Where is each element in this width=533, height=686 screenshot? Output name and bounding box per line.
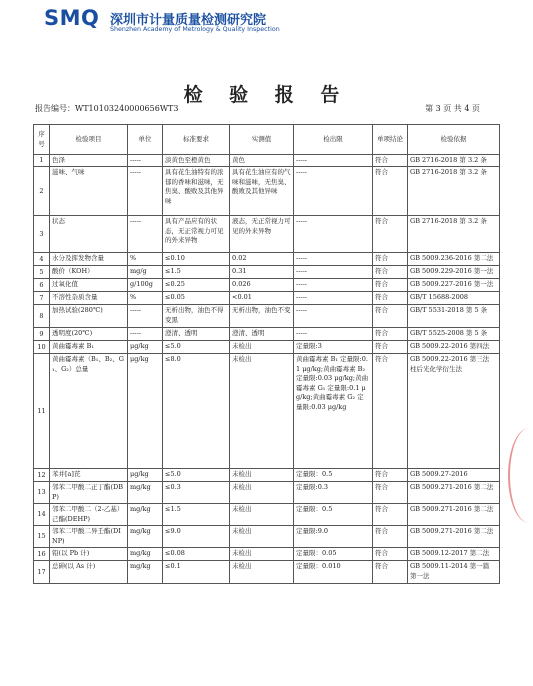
- cell-conc: 符合: [373, 354, 408, 469]
- cell-req: ≤5.0: [163, 469, 230, 482]
- cell-basis: GB 5009.229-2016 第一法: [408, 266, 500, 279]
- cell-req: 具有产品应有的状态，无正常视力可见的外来异物: [163, 216, 230, 253]
- table-row: [34, 504, 500, 526]
- cell-item: 邻苯二甲酸二正丁酯(DBP): [50, 482, 128, 504]
- cell-lod: 定量限：0.05: [294, 548, 373, 561]
- table-row: [34, 469, 500, 482]
- cell-lod: -----: [294, 279, 373, 292]
- cell-conc: 符合: [373, 253, 408, 266]
- cell-lod: -----: [294, 167, 373, 216]
- red-stamp-edge: [508, 428, 533, 523]
- cell-val: 黄色: [230, 155, 294, 167]
- cell-unit: -----: [128, 155, 163, 167]
- cell-item: 状态: [50, 216, 128, 253]
- cell-req: ≤0.08: [163, 548, 230, 561]
- cell-conc: 符合: [373, 548, 408, 561]
- cell-no: 14: [34, 504, 50, 526]
- results-table: [33, 124, 500, 584]
- cell-basis: GB/T 15688-2008: [408, 292, 500, 305]
- cell-conc: 符合: [373, 305, 408, 328]
- report-title: 检 验 报 告: [183, 84, 350, 106]
- cell-basis: GB 5009.11-2014 第一篇 第一法: [408, 561, 500, 584]
- cell-basis: GB 5009.27-2016: [408, 469, 500, 482]
- cell-lod: 定量限：0.010: [294, 561, 373, 584]
- col-header: 检出限: [294, 125, 373, 155]
- report-number: [35, 103, 178, 114]
- col-header: 单项结论: [373, 125, 408, 155]
- cell-no: 5: [34, 266, 50, 279]
- cell-basis: GB 5009.12-2017 第二法: [408, 548, 500, 561]
- cell-val: 液态，无正常视力可见的外来异物: [230, 216, 294, 253]
- cell-item: 加热试验(280℃): [50, 305, 128, 328]
- cell-req: ≤0.25: [163, 279, 230, 292]
- cell-val: 未检出: [230, 482, 294, 504]
- cell-val: 无析出物，油色不变: [230, 305, 294, 328]
- cell-lod: -----: [294, 292, 373, 305]
- cell-item: 黄曲霉毒素 B₁: [50, 341, 128, 354]
- col-header: 单位: [128, 125, 163, 155]
- cell-no: 17: [34, 561, 50, 584]
- org-header: [44, 6, 484, 40]
- cell-basis: GB/T 5531-2018 第 5 条: [408, 305, 500, 328]
- cell-basis: GB 2716-2018 第 3.2 条: [408, 216, 500, 253]
- cell-req: ≤0.05: [163, 292, 230, 305]
- cell-req: ≤5.0: [163, 341, 230, 354]
- cell-conc: 符合: [373, 561, 408, 584]
- cell-no: 4: [34, 253, 50, 266]
- cell-val: 具有花生油应有的气味和滋味，无焦臭、酸败及其他异味: [230, 167, 294, 216]
- cell-val: 澄清、透明: [230, 328, 294, 341]
- table-row: [34, 279, 500, 292]
- cell-item: 黄曲霉毒素（B₁、B₂、G₁、G₂）总量: [50, 354, 128, 469]
- cell-unit: mg/kg: [128, 482, 163, 504]
- cell-no: 9: [34, 328, 50, 341]
- cell-lod: -----: [294, 305, 373, 328]
- table-row: [34, 482, 500, 504]
- org-logo: SMQ: [44, 6, 100, 30]
- cell-conc: 符合: [373, 266, 408, 279]
- cell-basis: GB 5009.22-2016 第三法 柱后光化学衍生法: [408, 354, 500, 469]
- report-number-value: WT10103240000656WT3: [75, 104, 179, 113]
- cell-unit: %: [128, 292, 163, 305]
- table-row: [34, 167, 500, 216]
- cell-lod: -----: [294, 253, 373, 266]
- table-row: [34, 548, 500, 561]
- cell-val: <0.01: [230, 292, 294, 305]
- cell-val: 未检出: [230, 341, 294, 354]
- cell-unit: -----: [128, 216, 163, 253]
- report-number-label: 报告编号：: [35, 104, 75, 113]
- cell-item: 透明度(20℃): [50, 328, 128, 341]
- cell-no: 12: [34, 469, 50, 482]
- cell-val: 0.026: [230, 279, 294, 292]
- cell-no: 3: [34, 216, 50, 253]
- cell-basis: GB 5009.271-2016 第二法: [408, 526, 500, 548]
- cell-unit: mg/g: [128, 266, 163, 279]
- cell-basis: GB 5009.271-2016 第二法: [408, 504, 500, 526]
- cell-val: 未检出: [230, 526, 294, 548]
- cell-unit: -----: [128, 328, 163, 341]
- cell-lod: 定量限：0.5: [294, 469, 373, 482]
- cell-no: 8: [34, 305, 50, 328]
- cell-val: 未检出: [230, 469, 294, 482]
- cell-req: ≤0.3: [163, 482, 230, 504]
- cell-lod: -----: [294, 155, 373, 167]
- cell-val: 未检出: [230, 354, 294, 469]
- page-info: 第 3 页 共 4 页: [425, 104, 480, 113]
- col-header: 检验项目: [50, 125, 128, 155]
- cell-conc: 符合: [373, 279, 408, 292]
- cell-no: 13: [34, 482, 50, 504]
- table-row: [34, 561, 500, 584]
- cell-unit: μg/kg: [128, 469, 163, 482]
- cell-conc: 符合: [373, 216, 408, 253]
- col-header: 标准要求: [163, 125, 230, 155]
- col-header: 检验依据: [408, 125, 500, 155]
- org-name-cn: 深圳市计量质量检测研究院: [110, 13, 267, 28]
- cell-lod: 定量限:9.0: [294, 526, 373, 548]
- cell-unit: mg/kg: [128, 548, 163, 561]
- cell-basis: GB 5009.227-2016 第一法: [408, 279, 500, 292]
- cell-item: 邻苯二甲酸二（2-乙基）己酯(DEHP): [50, 504, 128, 526]
- table-row: [34, 526, 500, 548]
- cell-req: 淡黄色至橙黄色: [163, 155, 230, 167]
- cell-req: 具有花生油特有的浓郁的香味和滋味，无焦臭、酸败及其他异味: [163, 167, 230, 216]
- cell-conc: 符合: [373, 341, 408, 354]
- cell-unit: -----: [128, 305, 163, 328]
- table-row: [34, 216, 500, 253]
- cell-conc: 符合: [373, 504, 408, 526]
- cell-conc: 符合: [373, 526, 408, 548]
- cell-req: ≤0.1: [163, 561, 230, 584]
- cell-no: 11: [34, 354, 50, 469]
- cell-basis: GB 5009.236-2016 第二法: [408, 253, 500, 266]
- cell-item: 不溶性杂质含量: [50, 292, 128, 305]
- cell-req: 澄清、透明: [163, 328, 230, 341]
- org-name-en: Shenzhen Academy of Metrology & Quality Inspection: [110, 26, 280, 33]
- cell-basis: GB/T 5525-2008 第 5 条: [408, 328, 500, 341]
- cell-lod: 定量限：0.5: [294, 504, 373, 526]
- table-row: [34, 292, 500, 305]
- table-row: [34, 305, 500, 328]
- cell-no: 2: [34, 167, 50, 216]
- cell-item: 苯并[a]芘: [50, 469, 128, 482]
- cell-conc: 符合: [373, 167, 408, 216]
- cell-val: 0.31: [230, 266, 294, 279]
- table-row: [34, 266, 500, 279]
- cell-conc: 符合: [373, 292, 408, 305]
- col-header: 实测值: [230, 125, 294, 155]
- cell-item: 过氧化值: [50, 279, 128, 292]
- cell-unit: μg/kg: [128, 341, 163, 354]
- cell-val: 未检出: [230, 561, 294, 584]
- cell-no: 6: [34, 279, 50, 292]
- cell-no: 15: [34, 526, 50, 548]
- cell-unit: g/100g: [128, 279, 163, 292]
- cell-unit: mg/kg: [128, 504, 163, 526]
- cell-conc: 符合: [373, 155, 408, 167]
- cell-req: ≤1.5: [163, 266, 230, 279]
- table-row: [34, 155, 500, 167]
- cell-conc: 符合: [373, 328, 408, 341]
- table-row: [34, 341, 500, 354]
- cell-basis: GB 5009.271-2016 第二法: [408, 482, 500, 504]
- cell-req: ≤1.5: [163, 504, 230, 526]
- cell-item: 邻苯二甲酸二异壬酯(DINP): [50, 526, 128, 548]
- cell-no: 16: [34, 548, 50, 561]
- cell-val: 未检出: [230, 504, 294, 526]
- table-row: [34, 328, 500, 341]
- cell-item: 铅(以 Pb 计): [50, 548, 128, 561]
- cell-item: 滋味、气味: [50, 167, 128, 216]
- cell-basis: GB 2716-2018 第 3.2 条: [408, 155, 500, 167]
- cell-basis: GB 5009.22-2016 第四法: [408, 341, 500, 354]
- cell-no: 10: [34, 341, 50, 354]
- cell-item: 色泽: [50, 155, 128, 167]
- col-header: 序号: [34, 125, 50, 155]
- cell-item: 总砷(以 As 计): [50, 561, 128, 584]
- table-row: [34, 354, 500, 469]
- cell-unit: mg/kg: [128, 526, 163, 548]
- cell-lod: -----: [294, 216, 373, 253]
- cell-req: ≤8.0: [163, 354, 230, 469]
- cell-val: 未检出: [230, 548, 294, 561]
- cell-lod: 定量限:3: [294, 341, 373, 354]
- cell-req: ≤0.10: [163, 253, 230, 266]
- cell-unit: -----: [128, 167, 163, 216]
- cell-unit: μg/kg: [128, 354, 163, 469]
- cell-no: 7: [34, 292, 50, 305]
- cell-unit: mg/kg: [128, 561, 163, 584]
- cell-req: ≤9.0: [163, 526, 230, 548]
- cell-no: 1: [34, 155, 50, 167]
- cell-conc: 符合: [373, 469, 408, 482]
- cell-lod: 定量限:0.3: [294, 482, 373, 504]
- cell-lod: 黄曲霉毒素 B₁ 定量限:0.1 μg/kg;黄曲霉毒素 B₂ 定量限:0.03 μg/kg;黄曲霉毒素 G₁ 定量限:0.1 μg/kg;黄曲霉毒素 G₂ 定量限:0.03 μg/kg: [294, 354, 373, 469]
- cell-req: 无析出物，油色不得变黑: [163, 305, 230, 328]
- table-body: [34, 155, 500, 584]
- cell-conc: 符合: [373, 482, 408, 504]
- table-header-row: [34, 125, 500, 155]
- cell-unit: %: [128, 253, 163, 266]
- table-row: [34, 253, 500, 266]
- cell-basis: GB 2716-2018 第 3.2 条: [408, 167, 500, 216]
- cell-lod: -----: [294, 328, 373, 341]
- cell-lod: -----: [294, 266, 373, 279]
- cell-item: 水分及挥发物含量: [50, 253, 128, 266]
- cell-val: 0.02: [230, 253, 294, 266]
- cell-item: 酸价（KOH）: [50, 266, 128, 279]
